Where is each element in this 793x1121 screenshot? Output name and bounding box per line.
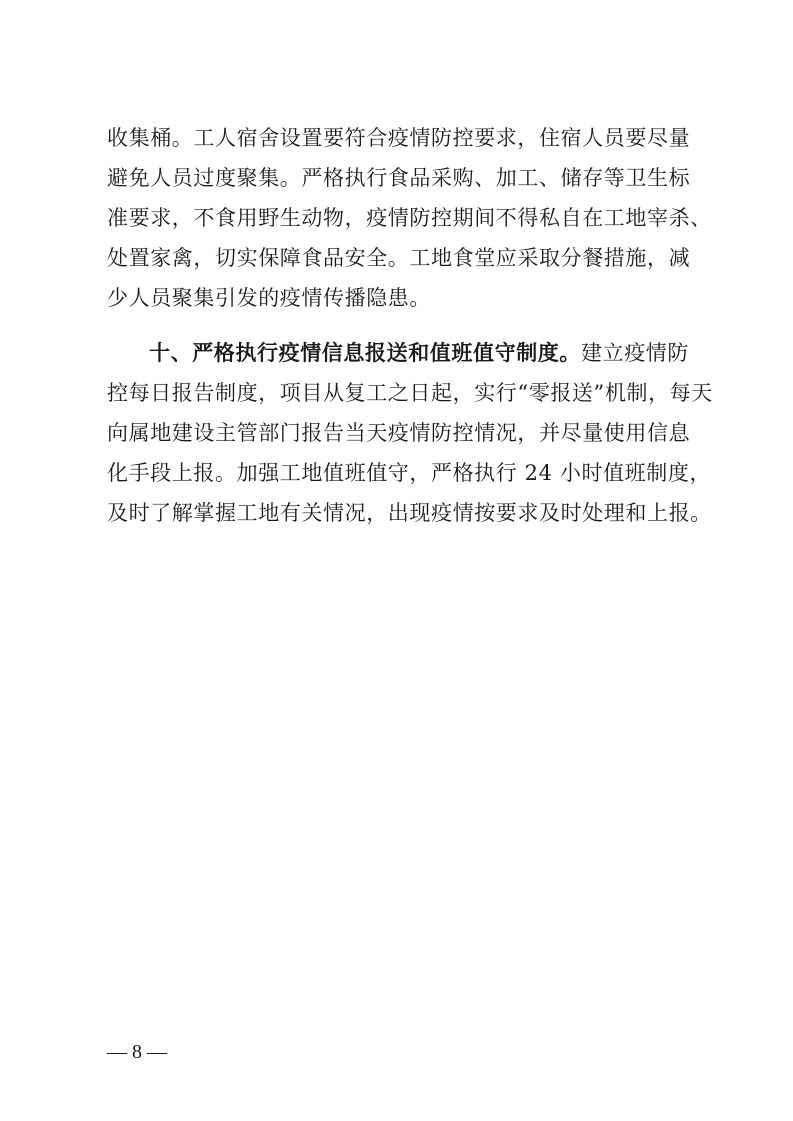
text-line: 向属地建设主管部门报告当天疫情防控情况，并尽量使用信息 — [107, 421, 691, 445]
text-line: 化手段上报。加强工地值班值守，严格执行 24 小时值班制度， — [107, 461, 712, 485]
text-line: 处置家禽，切实保障食品安全。工地食堂应采取分餐措施，减 — [107, 246, 691, 270]
text-line: 控每日报告制度，项目从复工之日起，实行“零报送”机制，每天 — [107, 381, 713, 405]
paragraph-gap — [107, 318, 687, 333]
text-line: 准要求，不食用野生动物，疫情防控期间不得私自在工地宰杀、 — [107, 206, 712, 230]
heading-continuation: 建立疫情防 — [581, 341, 689, 365]
section-heading: 十、严格执行疫情信息报送和值班值守制度。 — [149, 340, 581, 365]
text-line: 避免人员过度聚集。严格执行食品采购、加工、储存等卫生标 — [107, 166, 691, 190]
text-line: 收集桶。工人宿舍设置要符合疫情防控要求，住宿人员要尽量 — [107, 126, 691, 150]
page-number: — 8 — — [107, 1041, 167, 1063]
text-line: 少人员聚集引发的疫情传播隐患。 — [107, 286, 431, 310]
paragraph-food-safety — [107, 118, 712, 318]
text-line: 及时了解掌握工地有关情况，出现疫情按要求及时处理和上报。 — [107, 501, 712, 525]
body-text — [107, 118, 713, 533]
paragraph-reporting-duty — [107, 333, 713, 533]
text-line — [107, 333, 687, 373]
